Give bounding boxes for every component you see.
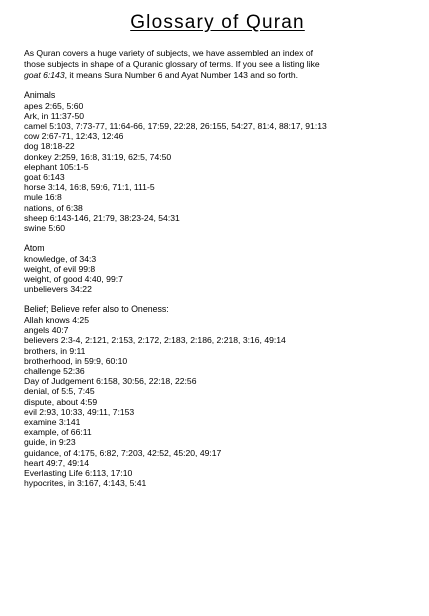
glossary-entry: Day of Judgement 6:158, 30:56, 22:18, 22:56 (24, 376, 197, 387)
glossary-sections (24, 90, 411, 488)
glossary-entry: apes 2:65, 5:60 (24, 100, 84, 111)
glossary-entry: unbelievers 34:22 (24, 284, 92, 295)
glossary-entry: weight, of evil 99:8 (24, 263, 96, 274)
glossary-entry: believers 2:3-4, 2:121, 2:153, 2:172, 2:183, 2:186, 2:218, 3:16, 49:14 (24, 335, 286, 346)
glossary-entry: evil 2:93, 10:33, 49:11, 7:153 (24, 406, 135, 417)
glossary-entry: brothers, in 9:11 (24, 345, 86, 356)
glossary-entry: heart 49:7, 49:14 (24, 457, 89, 468)
intro-line-1: As Quran covers a huge variety of subjects, we have assembled an index of (24, 48, 314, 58)
glossary-entry: weight, of good 4:40, 99:7 (24, 274, 123, 285)
glossary-entry: dog 18:18-22 (24, 141, 75, 152)
glossary-entry: elephant 105:1-5 (24, 161, 89, 172)
glossary-entry: examine 3:141 (24, 416, 81, 427)
example-reference: goat 6:143 (24, 70, 65, 80)
page-title-text: Glossary of Quran (130, 12, 305, 33)
glossary-entry: swine 5:60 (24, 222, 66, 233)
glossary-entry: Allah knows 4:25 (24, 314, 89, 325)
glossary-entry: donkey 2:259, 16:8, 31:19, 62:5, 74:50 (24, 151, 172, 162)
glossary-entry: hypocrites, in 3:167, 4:143, 5:41 (24, 478, 147, 489)
glossary-entry: camel 5:103, 7:73-77, 11:64-66, 17:59, 22:28, 26:155, 54:27, 81:4, 88:17, 91:13 (24, 120, 327, 131)
section-heading: Belief; Believe refer also to Oneness: (24, 304, 169, 315)
intro-line-2: those subjects in shape of a Quranic glossary of terms. If you see a listing like (24, 59, 320, 69)
glossary-entry: example, of 66:11 (24, 427, 92, 438)
glossary-entry: denial, of 5:5, 7:45 (24, 386, 95, 397)
glossary-section (24, 304, 411, 488)
glossary-entry: brotherhood, in 59:9, 60:10 (24, 355, 128, 366)
glossary-section (24, 90, 411, 233)
glossary-entry: goat 6:143 (24, 171, 65, 182)
page-title (24, 0, 411, 37)
glossary-entry: knowledge, of 34:3 (24, 253, 97, 264)
glossary-section (24, 243, 411, 294)
glossary-entry: sheep 6:143-146, 21:79, 38:23-24, 54:31 (24, 212, 180, 223)
glossary-entry: challenge 52:36 (24, 365, 85, 376)
glossary-entry: guidance, of 4:175, 6:82, 7:203, 42:52, 45:20, 49:17 (24, 447, 222, 458)
glossary-entry: nations, of 6:38 (24, 202, 83, 213)
glossary-entry: horse 3:14, 16:8, 59:6, 71:1, 111-5 (24, 182, 155, 193)
glossary-entry: angels 40:7 (24, 325, 69, 336)
intro-paragraph (24, 48, 411, 81)
glossary-entry: Everlasting Life 6:113, 17:10 (24, 468, 133, 478)
glossary-entry: Ark, in 11:37-50 (24, 110, 85, 121)
section-heading: Atom (24, 243, 45, 254)
glossary-entry: guide, in 9:23 (24, 437, 76, 448)
glossary-entry: mule 16:8 (24, 192, 62, 203)
glossary-entry: cow 2:67-71, 12:43, 12:46 (24, 131, 124, 142)
intro-line-3 (24, 70, 411, 81)
intro-line-3-rest: , it means Sura Number 6 and Ayat Number 143 and so forth. (64, 70, 299, 80)
glossary-entry: dispute, about 4:59 (24, 396, 98, 407)
section-heading: Animals (24, 90, 56, 100)
